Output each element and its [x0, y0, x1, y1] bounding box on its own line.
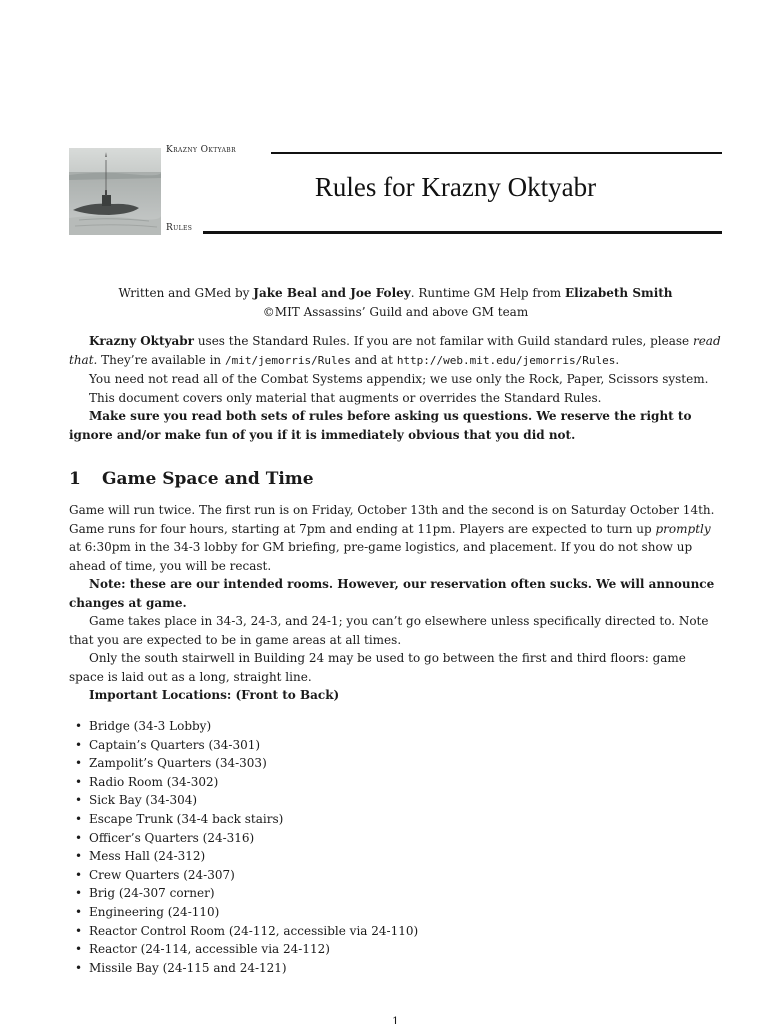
- list-item: • Escape Trunk (34-4 back stairs): [75, 810, 715, 829]
- credits-helper: Elizabeth Smith: [565, 286, 673, 300]
- list-item: • Captain’s Quarters (34-301): [75, 736, 715, 755]
- intro-text-c: and at: [350, 352, 397, 367]
- submarine-photo-icon: [69, 148, 161, 235]
- intro-paragraph-1: [69, 332, 722, 370]
- schedule-text-a: Game will run twice. The first run is on Friday, October 13th and the second is on Saturday October 14th. Game runs for four hours, starting at 7pm and ending at 11pm. Players are expected to turn up: [69, 503, 715, 536]
- list-item: • Reactor (24-114, accessible via 24-112): [75, 940, 715, 959]
- intro-paragraph-3: This document covers only material that augments or overrides the Standard Rules.: [89, 390, 602, 405]
- list-item: • Officer’s Quarters (24-316): [75, 829, 715, 848]
- list-item: • Missile Bay (24-115 and 24-121): [75, 959, 715, 978]
- intro-warning: [69, 407, 722, 444]
- list-item: • Crew Quarters (24-307): [75, 866, 715, 885]
- intro-emphasis: read that.: [69, 334, 721, 367]
- list-item: • Reactor Control Room (24-112, accessible via 24-110): [75, 922, 715, 941]
- intro-section: [69, 332, 722, 444]
- credits-written-prefix: Written and GMed by: [118, 286, 254, 300]
- document-header: [69, 140, 722, 240]
- section-body: [69, 501, 722, 705]
- stairwell-paragraph: Only the south stairwell in Building 24 may be used to go between the first and third floors: game space is laid out as a long, straight line.: [69, 651, 686, 684]
- locations-list: [75, 717, 715, 977]
- intro-text-d: .: [615, 352, 620, 367]
- header-rule-bottom: [203, 231, 722, 234]
- intro-game-name: Krazny Oktyabr: [89, 334, 194, 348]
- credits-help-prefix: . Runtime GM Help from: [410, 286, 565, 300]
- header-kicker-top: Krazny Oktyabr: [166, 145, 237, 155]
- document-title: Rules for Krazny Oktyabr: [314, 172, 597, 202]
- list-item: • Radio Room (34-302): [75, 773, 715, 792]
- list-item: • Sick Bay (34-304): [75, 791, 715, 810]
- list-item: • Brig (24-307 corner): [75, 884, 715, 903]
- list-item: • Zampolit’s Quarters (34-303): [75, 754, 715, 773]
- rules-url[interactable]: http://web.mit.edu/jemorris/Rules: [396, 353, 616, 367]
- schedule-paragraph: [69, 501, 722, 575]
- list-item: • Mess Hall (24-312): [75, 847, 715, 866]
- game-area-paragraph: Game takes place in 34-3, 24-3, and 24-1; you can’t go elsewhere unless specifically directed to. Note that you are expected to be in game areas at all times.: [69, 614, 709, 647]
- copyright-line: ©MIT Assassins’ Guild and above GM team: [262, 305, 529, 319]
- header-kicker-bottom: Rules: [166, 223, 193, 233]
- locations-heading-text: Important Locations: (Front to Back): [89, 688, 340, 702]
- rules-path: /mit/jemorris/Rules: [224, 353, 351, 367]
- intro-text-a: uses the Standard Rules. If you are not familar with Guild standard rules, please: [194, 334, 693, 348]
- rooms-note: [69, 575, 722, 612]
- intro-warning-text: Make sure you read both sets of rules before asking us questions. We reserve the right to ignore and/or make fun of you if it is immediately obvious that you did not.: [69, 409, 692, 442]
- page-number: 1: [392, 1015, 399, 1024]
- list-item: • Engineering (24-110): [75, 903, 715, 922]
- header-rule-top: [271, 152, 722, 154]
- credits-line: [69, 284, 722, 303]
- credits-authors: Jake Beal and Joe Foley: [253, 286, 411, 300]
- intro-paragraph-2: You need not read all of the Combat Systems appendix; we use only the Rock, Paper, Scissors system.: [89, 372, 709, 386]
- section-heading: [69, 469, 722, 489]
- locations-heading: [69, 686, 722, 705]
- credits-block: [69, 284, 722, 322]
- rooms-note-text: Note: these are our intended rooms. However, our reservation often sucks. We will announce changes at game.: [69, 577, 715, 610]
- section-title: Game Space and Time: [102, 469, 314, 489]
- intro-text-b: They’re available in: [97, 352, 225, 367]
- list-item: • Bridge (34-3 Lobby): [75, 717, 715, 736]
- section-number: 1: [69, 469, 81, 489]
- schedule-text-b: at 6:30pm in the 34-3 lobby for GM briefing, pre-game logistics, and placement. If you do not show up ahead of time, you will be recast.: [69, 540, 693, 573]
- schedule-emphasis: promptly: [655, 521, 711, 536]
